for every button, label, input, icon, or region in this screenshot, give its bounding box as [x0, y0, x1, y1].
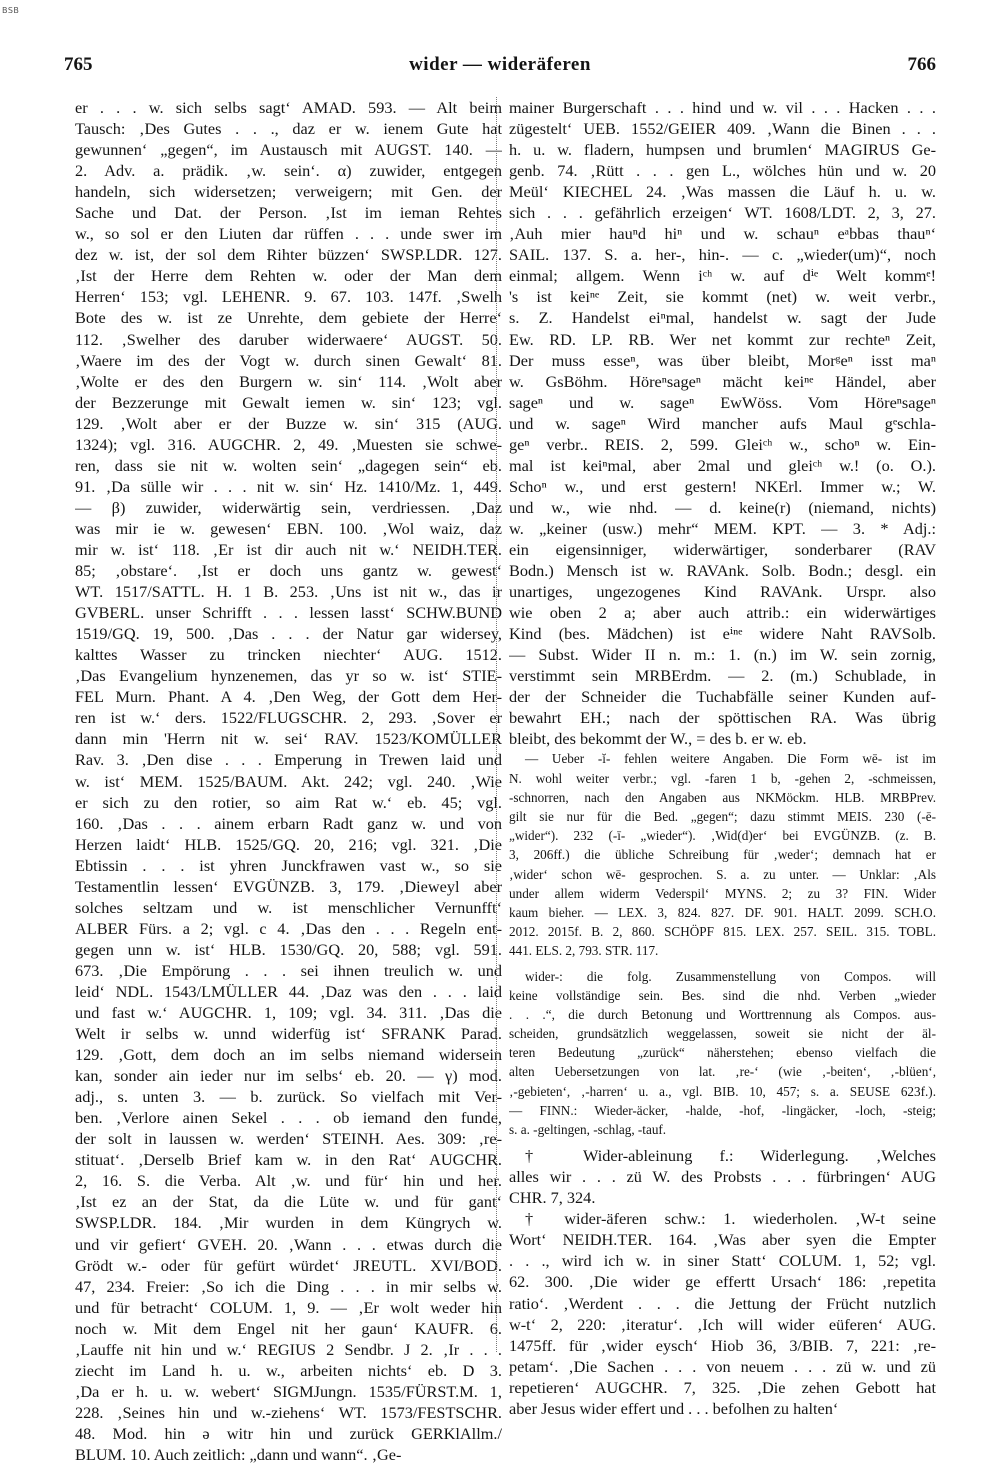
text-line: 2. Adv. a. prädik. ‚w. sein‘. α) zuwider, entgegen: [75, 161, 502, 181]
text-line: und w. sageⁿ Wird mancher aufs Maul gᵉschla-: [509, 413, 936, 433]
text-line: ben. ‚Verlore ainen Sekel . . . ob iemand den funde,: [75, 1108, 502, 1128]
text-line: 's ist keiⁿᵉ Zeit, sie kommt (net) w. weit verbr.,: [509, 287, 936, 307]
text-line: 62. 300. ‚Die wider ge effertt Ursach‘ 186: ‚repetita: [509, 1272, 936, 1292]
text-line: wie oben 2 a; aber auch attrib.: ein widerwärtiges: [509, 603, 936, 623]
text-line: 441. ELS. 2, 793. STR. 117.: [509, 943, 659, 959]
text-line: handeln, sich widersetzen; verweigern; mit Gen. der: [75, 182, 502, 202]
text-line: unartiges, ungezogenes Kind RAVAnk. Urspr. also: [509, 582, 936, 602]
text-line: BLUM. 10. Auch zeitlich: „dann und wann“. ‚Ge-: [75, 1445, 402, 1464]
text-line: w. „keiner (usw.) mehr“ MEM. KPT. — 3. * Adj.:: [509, 518, 936, 538]
text-line: 47, 234. Freier: ‚So ich die Ding . . . in mir selbs w.: [75, 1276, 502, 1296]
text-line: und für betracht‘ COLUM. 1, 9. — ‚Er wolt weder hin: [75, 1297, 502, 1317]
text-line: Kind (bes. Mädchen) ist eⁱⁿᵉ widere Naht RAVSolb.: [509, 624, 936, 644]
text-line: 228. ‚Seines hin und w.-ziehens‘ WT. 1573/FESTSCHR.: [75, 1402, 502, 1422]
text-line: ren ist w.‘ ders. 1522/FLUGSCHR. 2, 293. ‚Sover er: [75, 708, 502, 728]
text-line: Ebtissin . . . ist yhren Junckfrawen vast w., so sie: [75, 855, 502, 875]
text-line: noch w. Mit dem Engel nit her gaun‘ KAUFR. 6.: [75, 1318, 502, 1338]
text-line: ziecht im Land h. u. w., arbeiten nichts‘ eb. D 3.: [75, 1360, 502, 1380]
text-line: . . ., wird ich w. in siner Statt‘ COLUM. 1, 52; vgl.: [509, 1251, 936, 1271]
text-line: Der muss esseⁿ, was über bleibt, Morᵍeⁿ isst maⁿ: [509, 350, 936, 370]
text-line: scheiden, grundsätzlich weggelassen, soweit sie nicht der äl-: [509, 1026, 936, 1042]
text-line: verstimmt sein MRBErdm. — 2. (m.) Schublade, in: [509, 666, 936, 686]
text-line: zügestelt‘ UEB. 1552/GEIER 409. ‚Wann die Binen . . .: [509, 119, 936, 139]
text-line: und w., wie nhd. — d. keine(r) (niemand, nichts): [509, 497, 936, 517]
text-line: Testamentlin lessen‘ EVGÜNZB. 3, 179. ‚Dieweyl aber: [75, 876, 502, 896]
text-line: kan, sonder ain ieder nur im selbs‘ eb. 20. — γ) mod.: [75, 1066, 502, 1086]
text-line: keine vollständige sein. Bes. sind die nhd. Verben „wieder: [509, 987, 936, 1003]
text-line: 1324); vgl. 316. AUGCHR. 2, 49. ‚Muesten sie schwe-: [75, 434, 502, 454]
text-line: 129. ‚Wolt aber er der Buzze w. sin‘ 315 (AUG.: [75, 413, 502, 433]
text-line: ‚Das Evangelium hynzenemen, das yr so w. ist‘ STIE-: [75, 666, 502, 686]
text-line: ‚Auh mier hauⁿd hiⁿ und w. schauⁿ eᵃbbas thauⁿ‘: [509, 224, 936, 244]
text-line: er sich zu den rotier, so aim Rat w.‘ eb. 45; vgl.: [75, 792, 502, 812]
text-line: 112. ‚Swelher des daruber widerwaere‘ AUGST. 50.: [75, 329, 502, 349]
running-headword: wider — wideräferen: [409, 54, 591, 75]
text-line: † Wider-ableinung f.: Widerlegung. ‚Welches: [525, 1146, 936, 1166]
page-number-right: 766: [907, 54, 936, 75]
text-line: Sache und Dat. der Person. ‚Ist im ieman Rehtes: [75, 203, 502, 223]
text-line: gewunnen‘ „gegen“, im Austausch mit AUGST. 140. —: [75, 140, 502, 160]
text-line: . . .“, die durch Betonung und Worttrennung als Compos. aus-: [509, 1006, 936, 1022]
text-line: Welt ir selbs w. unnd widerfüg ist‘ SFRANK Parad.: [75, 1024, 502, 1044]
text-line: w., so sol er den Liuten dar rüffen . . . unde swer im: [75, 224, 502, 244]
text-line: Bote des w. ist ze Unrehte, dem gebiete der Herre‘: [75, 308, 502, 328]
text-line: alten Uebersetzungen von lat. ‚re-‘ (wie ‚-beiten‘, ‚-blüen‘,: [509, 1064, 936, 1080]
text-line: 2012. 2015f. B. 2, 860. SCHÖPF 815. LEX. 257. SEIL. 315. TOBL.: [509, 924, 936, 940]
text-line: leid‘ NDL. 1543/LMÜLLER 44. ‚Daz was den . . . laid: [75, 981, 502, 1001]
text-line: s. Z. Handelst eiⁿmal, handelst w. sagt der Jude: [509, 308, 936, 328]
text-line: genb. 74. ‚Rütt . . . gen L., wölches hün und w. 20: [509, 161, 936, 181]
text-line: s. a. -geltingen, -schlag, -tauf.: [509, 1122, 667, 1138]
text-line: Grödt w.- oder für gefürt würdet‘ JREUTL. XVI/BOD.: [75, 1255, 502, 1275]
text-line: under allem widerm Vederspil‘ MYNS. 2; zu 3? FIN. Wider: [509, 885, 936, 901]
text-line: adj., s. unten 3. — b. zurück. So vielfach mit Ver-: [75, 1087, 502, 1107]
text-line: alles wir . . . zü W. des Probsts . . . fürbringen‘ AUG: [509, 1167, 936, 1187]
page-header: [0, 52, 1000, 82]
text-line: ‚-gebieten‘, ‚-harren‘ u. a., vgl. BIB. 10, 457; s. a. SEUSE 623f.).: [509, 1083, 936, 1099]
text-line: ratio‘. ‚Werdent . . . die Jettung der Frücht nutzlich: [509, 1293, 936, 1313]
text-line: der der Schneider die Tuchabfälle seiner Kunden auf-: [509, 687, 936, 707]
library-stamp: BSB: [2, 6, 20, 15]
text-line: einmal; allgem. Wenn iᶜʰ w. auf dⁱᵉ Welt kommᵉ!: [509, 266, 936, 286]
column-divider: [496, 97, 497, 1352]
text-line: Wort‘ NEIDH.TER. 164. ‚Was aber syen die Empter: [509, 1230, 936, 1250]
text-line: kaum bieher. — LEX. 3, 824. 827. DF. 901. HALT. 2099. SCH.O.: [509, 904, 936, 920]
text-line: ALBER Fürs. a 2; vgl. c 4. ‚Das den . . . Regeln ent-: [75, 918, 502, 938]
text-line: Bodn.) Mensch ist w. RAVAnk. Solb. Bodn.; desgl. ein: [509, 561, 936, 581]
text-line: mainer Burgerschaft . . . hind und w. vil . . . Hacken . . .: [509, 98, 936, 117]
text-line: ‚Da er h. u. w. webert‘ SIGMJungn. 1535/FÜRST.M. 1,: [75, 1381, 502, 1401]
text-line: dez w. ist, der sol dem Rihter büzzen‘ SWSP.LDR. 127.: [75, 245, 502, 265]
text-line: 91. ‚Da sülle wir . . . nit w. sin‘ Hz. 1410/Mz. 1, 449.: [75, 476, 502, 496]
text-line: Tausch: ‚Des Gutes . . ., daz er w. ienem Gute hat: [75, 119, 502, 139]
text-line: — Subst. Wider II n. m.: 1. (n.) im W. sein zornig,: [509, 645, 936, 665]
text-line: ‚Wolte er des den Burgern w. sin‘ 114. ‚Wolt aber: [75, 371, 502, 391]
text-line: 48. Mod. hin ə witr hin und zurück GERKlAllm./: [75, 1423, 502, 1443]
text-line: 2, 16. S. die Verba. Alt ‚w. und für‘ hin und her.: [75, 1171, 502, 1191]
text-line: Ew. RD. LP. RB. Wer net kommt zur rechteⁿ Zeit,: [509, 329, 936, 349]
text-line: 1475ff. für ‚wider eysch‘ Hiob 36, 3/BIB. 7, 221: ‚re-: [509, 1335, 936, 1355]
text-line: Rav. 3. ‚Den dise . . . Emperung in Trewen laid und: [75, 750, 502, 770]
text-line: CHR. 7, 324.: [509, 1188, 596, 1208]
text-line: N. wohl weiter verbr.; vgl. -faren 1 b, -gehen 2, -schmeissen,: [509, 770, 936, 786]
text-line: Meül‘ KIECHEL 24. ‚Was massen die Läuf h. u. w.: [509, 182, 936, 202]
text-line: w-t‘ 2, 220: ‚iteratur‘. ‚Ich will wider eüferen‘ AUG.: [509, 1314, 936, 1334]
text-line: gilt sie nur für die Bed. „gegen“; dazu stimmt MEIS. 230 (-ē-: [509, 809, 936, 825]
text-line: -schnorren, nach den Angaben aus NKMöckm. HLB. MRBPrev.: [509, 789, 936, 805]
text-line: — FINN.: Wieder-äcker, -halde, -hof, -lingäcker, -loch, -steig;: [509, 1102, 936, 1118]
text-line: ‚Lauffe nit hin und w.‘ REGIUS 2 Sendbr. J 2. ‚Ir . . .: [75, 1339, 502, 1359]
text-line: Herzen laidt‘ HLB. 1525/GQ. 20, 216; vgl. 321. ‚Die: [75, 834, 502, 854]
text-line: ‚wider‘ schon wē- gesprochen. S. a. zu unter. — Unklar: ‚Als: [509, 866, 936, 882]
text-line: † wider-äferen schw.: 1. wiederholen. ‚W-t seine: [525, 1209, 936, 1229]
text-line: was mir ie w. gewesen‘ EBN. 100. ‚Wol waiz, daz: [75, 518, 502, 538]
text-line: und vir gefiert‘ GVEH. 20. ‚Wann . . . etwas durch die: [75, 1234, 502, 1254]
text-line: kalttes Wasser zu trincken niechter‘ AUG. 1512.: [75, 645, 502, 665]
text-line: w. GsBöhm. Höreⁿsageⁿ mächt keiⁿᵉ Händel, aber: [509, 371, 936, 391]
text-line: sich . . . gefährlich erzeigen‘ WT. 1608/LDT. 2, 3, 27.: [509, 203, 936, 223]
text-line: dann min 'Herrn nit w. sei‘ RAV. 1523/KOMÜLLER: [75, 729, 502, 749]
text-line: und fast w.‘ AUGCHR. 1, 109; vgl. 34. 311. ‚Das die: [75, 1003, 502, 1023]
text-line: 3, 206ff.) die übliche Schreibung für ‚weder‘; demnach hat er: [509, 847, 936, 863]
text-line: geⁿ verbr.. REIS. 2, 599. Gleiᶜʰ w., schoⁿ w. Ein-: [509, 434, 936, 454]
text-line: ‚Ist ez an der Stat, da die Lüte w. und für gant‘: [75, 1192, 502, 1212]
text-line: teren Bedeutung „zurück“ näherstehen; ebenso vielfach die: [509, 1045, 936, 1061]
text-line: SAIL. 137. S. a. her-, hin-. — c. „wieder(um)“, noch: [509, 245, 936, 265]
text-line: bewahrt EH.; nach der spöttischen RA. Was übrig: [509, 708, 936, 728]
text-line: 1519/GQ. 19, 500. ‚Das . . . der Natur gar widersey,: [75, 624, 502, 644]
text-line: 673. ‚Die Empörung . . . sei ihnen treulich w. und: [75, 960, 502, 980]
page-number-left: 765: [64, 54, 93, 75]
right-text-column: [509, 97, 936, 1419]
text-line: ein eigensinniger, widerwärtiger, sonderbarer (RAV: [509, 539, 936, 559]
text-line: der solt in laussen w. werden‘ STEINH. Aes. 309: ‚re-: [75, 1129, 502, 1149]
text-line: Herren‘ 153; vgl. LEHENR. 9. 67. 103. 147f. ‚Swelh: [75, 287, 502, 307]
text-line: — β) zuwider, widerwärtig sein, verdriessen. ‚Daz: [75, 497, 502, 517]
text-line: WT. 1517/SATTL. H. 1 B. 253. ‚Uns ist nit w., das ir: [75, 582, 502, 602]
text-line: gegen unn w. ist‘ HLB. 1530/GQ. 20, 588; vgl. 591.: [75, 939, 502, 959]
text-line: FEL Murn. Phant. A 4. ‚Den Weg, der Gott dem Her-: [75, 687, 502, 707]
text-line: wider-: die folg. Zusammenstellung von Compos. will: [525, 968, 936, 984]
text-line: ren, dass sie nit w. wolten sein‘ „dagegen sein“ eb.: [75, 455, 502, 475]
text-line: aber Jesus wider effert und . . . befolhen zu halten‘: [509, 1398, 839, 1418]
text-line: Schoⁿ w., und erst gestern! NKErl. Immer w.; W.: [509, 476, 936, 496]
left-text-column: [75, 97, 502, 1465]
text-line: mal ist keiⁿmal, aber 2mal und gleiᶜʰ w.! (o. O.).: [509, 455, 936, 475]
text-line: w. ist‘ MEM. 1525/BAUM. Akt. 242; vgl. 240. ‚Wie: [75, 771, 502, 791]
text-line: 129. ‚Gott, dem doch an im selbs niemand widersein: [75, 1045, 502, 1065]
text-line: GVBERL. unser Schrifft . . . lessen lasst‘ SCHW.BUND: [75, 603, 502, 623]
text-line: der Bezzerunge mit Gewalt iemen w. sin‘ 123; vgl.: [75, 392, 502, 412]
text-line: mir w. ist‘ 118. ‚Er ist dir auch nit w.‘ NEIDH.TER.: [75, 539, 502, 559]
text-line: 160. ‚Das . . . ainem erbarn Radt ganz w. und von: [75, 813, 502, 833]
text-line: bleibt, des bekommt der W., = des b. er w. eb.: [509, 729, 807, 749]
text-line: — Ueber -ĭ- fehlen weitere Angaben. Die Form wē- ist im: [525, 751, 936, 767]
text-line: solches seltzam und w. ist menschlicher Vernunfft‘: [75, 897, 502, 917]
text-line: 85; ‚obstare‘. ‚Ist er doch uns gantz w. gewest‘: [75, 561, 502, 581]
text-line: h. u. w. fladern, humpsen und brumlen‘ MAGIRUS Ge-: [509, 140, 936, 160]
text-line: SWSP.LDR. 184. ‚Mir wurden in dem Küngrych w.: [75, 1213, 502, 1233]
text-line: stituat‘. ‚Derselb Brief kam w. in den Rat‘ AUGCHR.: [75, 1150, 502, 1170]
text-line: er . . . w. sich selbs sagt‘ AMAD. 593. — Alt beim: [75, 98, 502, 117]
text-line: petam‘. ‚Die Sachen . . . von neuem . . . zü w. und zü: [509, 1356, 936, 1376]
text-line: repetieren‘ AUGCHR. 7, 325. ‚Die zehen Gebott hat: [509, 1377, 936, 1397]
text-line: sageⁿ und w. sageⁿ EwWöss. Vom Höreⁿsageⁿ: [509, 392, 936, 412]
text-line: „wider“). 232 (-ī- „wieder“). ‚Wid(d)er‘ bei EVGÜNZB. (z. B.: [509, 828, 936, 844]
text-line: ‚Ist der Herre dem Rehten w. oder der Man dem: [75, 266, 502, 286]
text-line: ‚Waere im des der Vogt w. durch sinen Gewalt‘ 81.: [75, 350, 502, 370]
